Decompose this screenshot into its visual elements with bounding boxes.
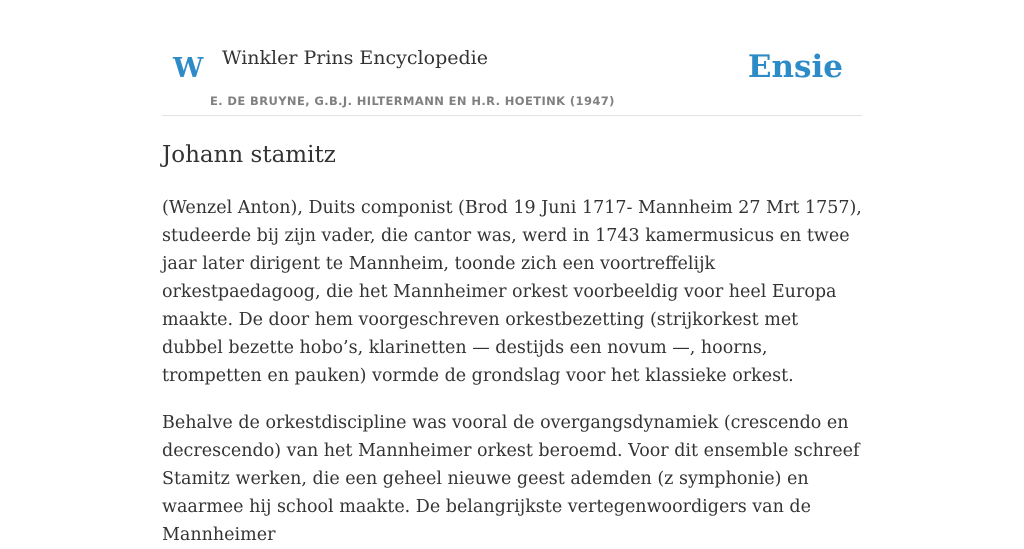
winkler-prins-logo-icon: W bbox=[173, 53, 204, 84]
article-paragraph: Behalve de orkestdiscipline was vooral de overgangsdynamiek (crescendo en decrescendo) van het Mannheimer orkest beroemd. Voor dit ensemble schreef Stamitz werken, die een geheel nieuwe geest ademden (z symphonie) en waarmee hij school maakte. De belangrijkste vertegenwoordigers van de Mannheimer bbox=[162, 413, 860, 545]
article-paragraph: (Wenzel Anton), Duits componist (Brod 19 Juni 1717- Mannheim 27 Mrt 1757), studeerde bij zijn vader, die cantor was, werd in 1743 kamermusicus en twee jaar later dirigent te Mannheim, toonde zich een voortreffelijk orkestpaedagoog, die het Mannheimer orkest voorbeeldig voor heel Europa maakte. De door hem voorgeschreven orkestbezetting (strijkorkest met dubbel bezette hobo’s, klarinetten — destijds een novum —, hoorns, trompetten en pauken) vormde de grondslag voor het klassieke orkest. bbox=[162, 198, 862, 386]
ensie-logo-link[interactable]: Ensie bbox=[747, 49, 843, 85]
source-title[interactable]: Winkler Prins Encyclopedie bbox=[222, 47, 488, 69]
source-header bbox=[162, 40, 862, 116]
source-authors: E. DE BRUYNE, G.B.J. HILTERMANN EN H.R. HOETINK (1947) bbox=[210, 94, 615, 108]
article-title: Johann stamitz bbox=[162, 142, 336, 168]
article bbox=[162, 139, 862, 549]
